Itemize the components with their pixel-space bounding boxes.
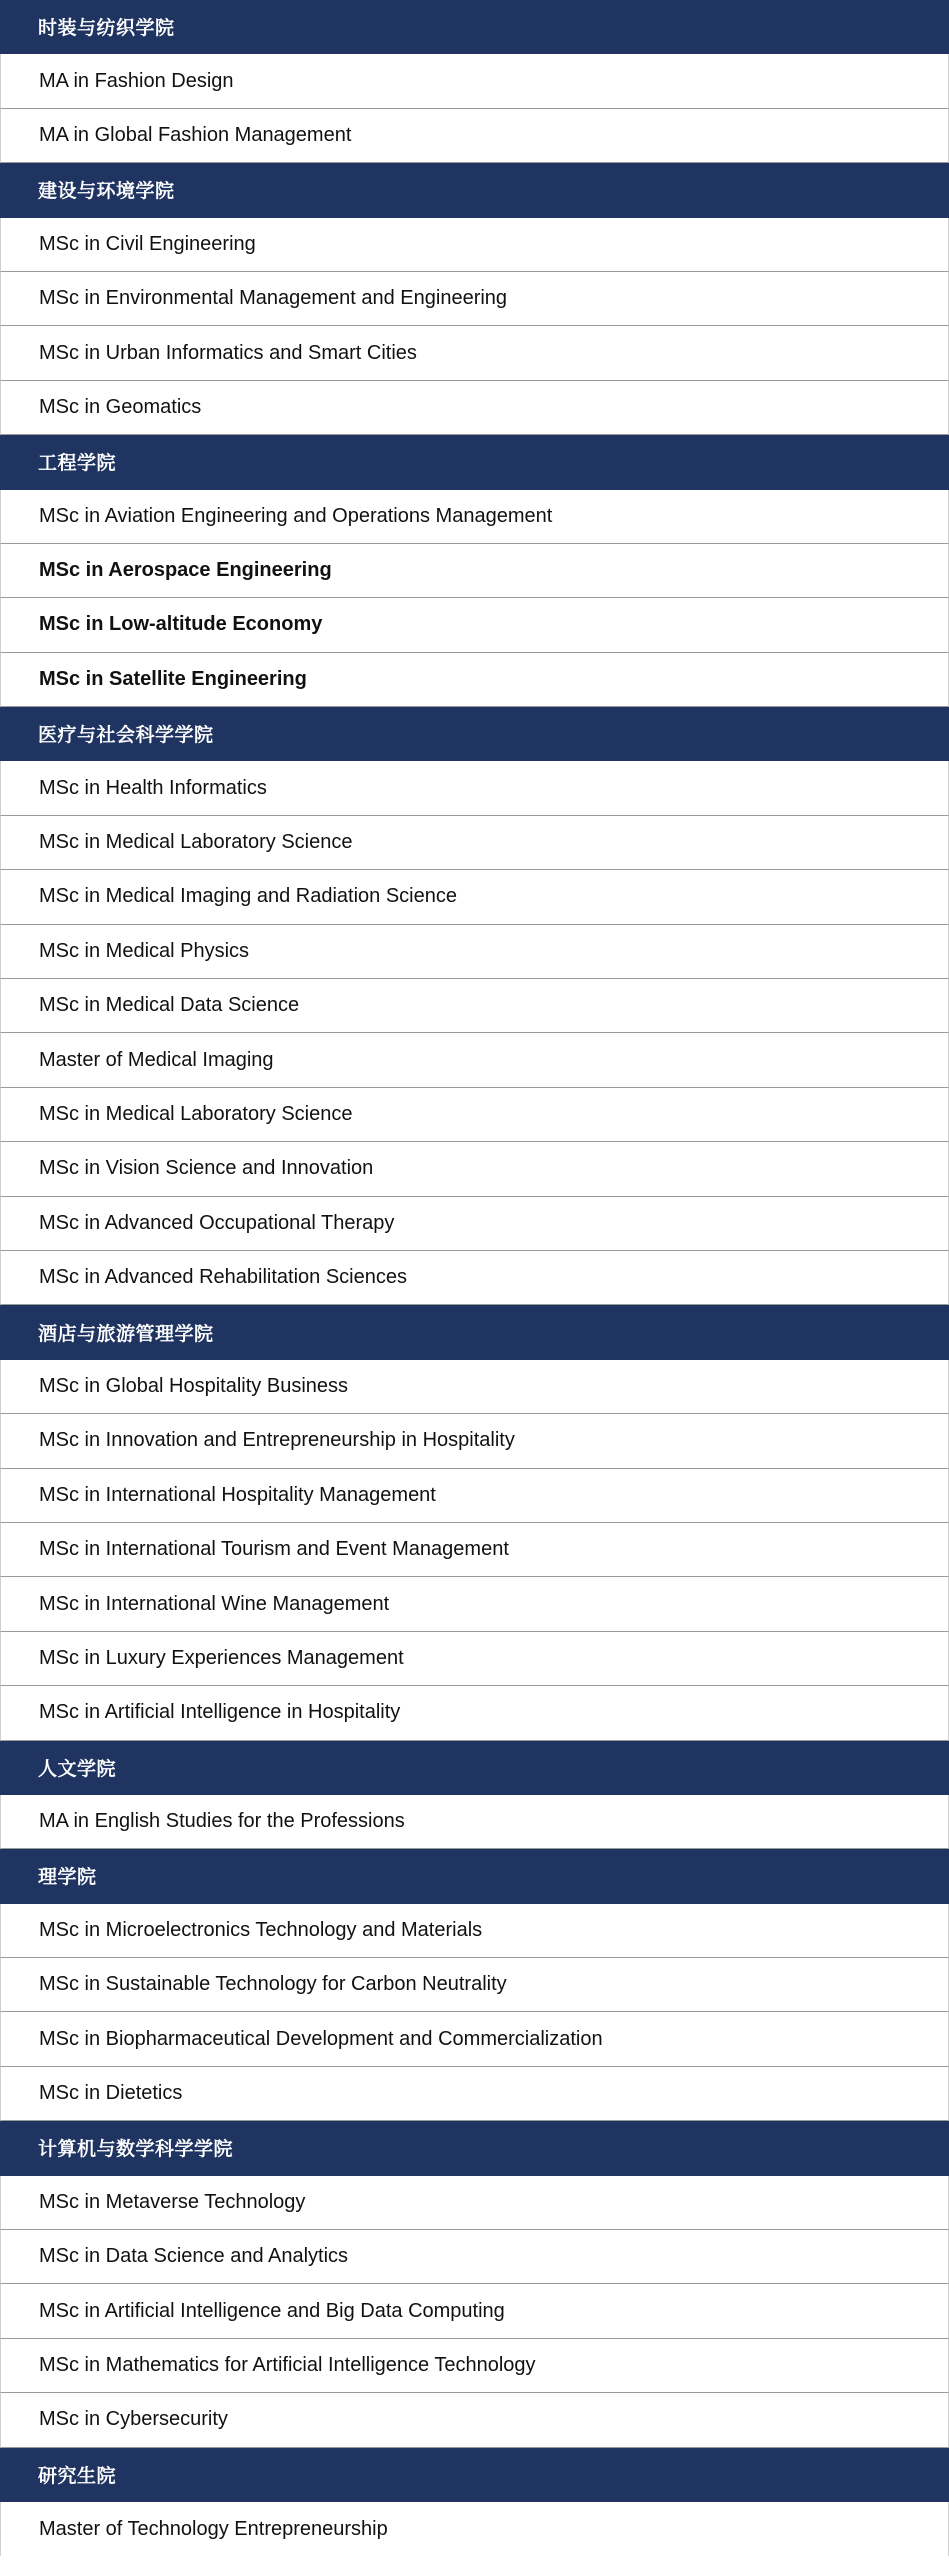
program-row: MSc in Satellite Engineering: [0, 653, 949, 707]
program-row: MSc in Vision Science and Innovation: [0, 1142, 949, 1196]
program-row: MSc in Data Science and Analytics: [0, 2230, 949, 2284]
program-row: MSc in Cybersecurity: [0, 2393, 949, 2447]
section-header: 人文学院: [0, 1741, 949, 1795]
program-row: MSc in Medical Imaging and Radiation Science: [0, 870, 949, 924]
program-row: Master of Medical Imaging: [0, 1033, 949, 1087]
section-header: 研究生院: [0, 2448, 949, 2502]
program-row: MSc in Dietetics: [0, 2067, 949, 2121]
program-row: MSc in International Hospitality Management: [0, 1469, 949, 1523]
program-row: MSc in Aviation Engineering and Operations Management: [0, 490, 949, 544]
program-row: MSc in Urban Informatics and Smart Cities: [0, 326, 949, 380]
program-row: MSc in Mathematics for Artificial Intelligence Technology: [0, 2339, 949, 2393]
program-row: Master of Technology Entrepreneurship: [0, 2502, 949, 2556]
program-row: MSc in Biopharmaceutical Development and Commercialization: [0, 2012, 949, 2066]
program-row: MSc in Medical Data Science: [0, 979, 949, 1033]
program-row: MSc in Environmental Management and Engineering: [0, 272, 949, 326]
section-header: 时装与纺织学院: [0, 0, 949, 54]
program-row: MA in Fashion Design: [0, 54, 949, 108]
program-row: MSc in International Tourism and Event Management: [0, 1523, 949, 1577]
program-row: MSc in Low-altitude Economy: [0, 598, 949, 652]
program-row: MSc in International Wine Management: [0, 1577, 949, 1631]
program-row: MSc in Advanced Occupational Therapy: [0, 1197, 949, 1251]
program-row: MSc in Medical Physics: [0, 925, 949, 979]
program-row: MSc in Artificial Intelligence and Big Data Computing: [0, 2284, 949, 2338]
program-row: MA in English Studies for the Professions: [0, 1795, 949, 1849]
program-row: MSc in Artificial Intelligence in Hospitality: [0, 1686, 949, 1740]
program-row: MSc in Luxury Experiences Management: [0, 1632, 949, 1686]
program-row: MA in Global Fashion Management: [0, 109, 949, 163]
program-row: MSc in Medical Laboratory Science: [0, 816, 949, 870]
section-header: 工程学院: [0, 435, 949, 489]
program-row: MSc in Health Informatics: [0, 761, 949, 815]
program-row: MSc in Geomatics: [0, 381, 949, 435]
program-row: MSc in Global Hospitality Business: [0, 1360, 949, 1414]
program-row: MSc in Aerospace Engineering: [0, 544, 949, 598]
section-header: 理学院: [0, 1849, 949, 1903]
section-header: 酒店与旅游管理学院: [0, 1305, 949, 1359]
program-row: MSc in Medical Laboratory Science: [0, 1088, 949, 1142]
section-header: 医疗与社会科学学院: [0, 707, 949, 761]
program-row: MSc in Civil Engineering: [0, 218, 949, 272]
program-row: MSc in Innovation and Entrepreneurship in Hospitality: [0, 1414, 949, 1468]
program-row: MSc in Sustainable Technology for Carbon Neutrality: [0, 1958, 949, 2012]
program-row: MSc in Advanced Rehabilitation Sciences: [0, 1251, 949, 1305]
program-row: MSc in Microelectronics Technology and Materials: [0, 1904, 949, 1958]
section-header: 计算机与数学科学学院: [0, 2121, 949, 2175]
program-row: MSc in Metaverse Technology: [0, 2176, 949, 2230]
section-header: 建设与环境学院: [0, 163, 949, 217]
